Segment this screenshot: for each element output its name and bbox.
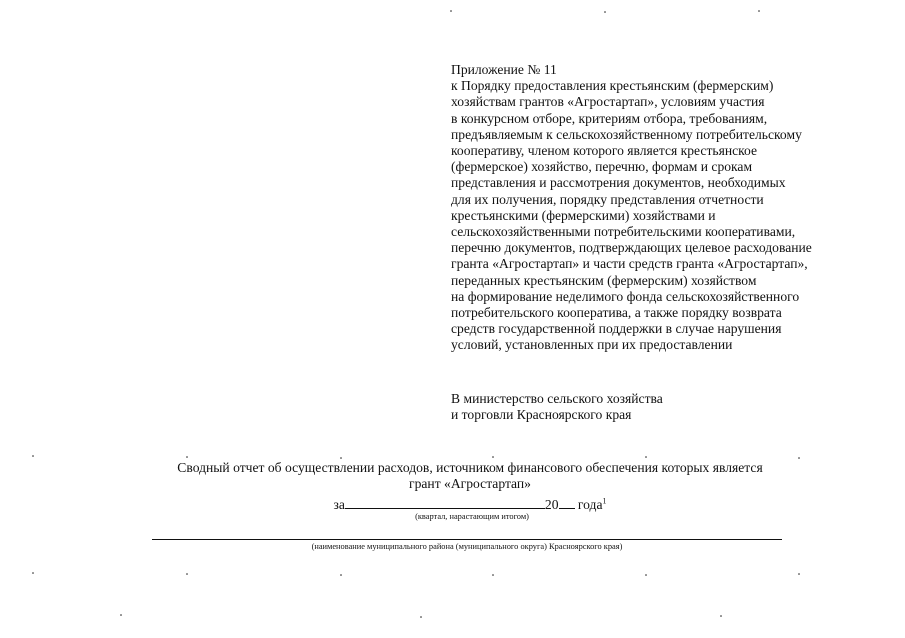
scan-dot — [32, 455, 34, 457]
report-title-line: Сводный отчет об осуществлении расходов, источником финансового обеспечения которых является — [177, 460, 763, 475]
scan-dot — [604, 11, 606, 13]
scan-dot — [120, 614, 122, 616]
quarter-blank-field[interactable] — [345, 496, 545, 509]
report-title — [100, 460, 840, 492]
appendix-line: для их получения, порядку представления отчетности — [451, 191, 764, 207]
appendix-line: представления и рассмотрения документов, необходимых — [451, 175, 786, 191]
scan-dot — [720, 615, 722, 617]
appendix-line: условий, установленных при их предоставлении — [451, 337, 733, 353]
scan-dot — [492, 574, 494, 576]
scan-dot — [420, 616, 422, 618]
scan-dot — [340, 457, 342, 459]
appendix-line: к Порядку предоставления крестьянским (фермерским) — [451, 78, 774, 94]
scan-dot — [340, 574, 342, 576]
appendix-line: хозяйствам грантов «Агростартап», условиям участия — [451, 94, 765, 110]
footnote-marker: 1 — [602, 496, 607, 506]
scan-dot — [186, 456, 188, 458]
appendix-line: (фермерское) хозяйство, перечню, формам и срокам — [451, 159, 753, 175]
appendix-line: в конкурсном отборе, критериям отбора, требованиям, — [451, 110, 768, 126]
appendix-line: предъявляемым к сельскохозяйственному потребительскому — [451, 126, 802, 142]
appendix-line: средств государственной поддержки в случае нарушения — [451, 321, 782, 337]
year-blank-field[interactable] — [559, 496, 575, 509]
appendix-line: потребительского кооператива, а также порядку возврата — [451, 305, 782, 321]
year-prefix: 20 — [544, 497, 559, 512]
addressee-block — [451, 391, 871, 423]
appendix-header — [451, 62, 891, 354]
scan-dot — [450, 10, 452, 12]
appendix-line: крестьянскими (фермерскими) хозяйствами и — [451, 207, 716, 223]
scan-dot — [798, 457, 800, 459]
appendix-line: сельскохозяйственными потребительскими кооперативами, — [451, 224, 796, 240]
scan-dot — [492, 456, 494, 458]
district-blank-field[interactable] — [152, 539, 782, 540]
period-prefix: за — [333, 497, 345, 512]
scan-dot — [32, 572, 34, 574]
appendix-line: кооперативу, членом которого является крестьянское — [451, 143, 758, 159]
report-title-line: грант «Агростартап» — [409, 476, 531, 492]
appendix-line: перечню документов, подтверждающих целевое расходование — [451, 240, 812, 256]
scan-dot — [798, 573, 800, 575]
scan-dot — [645, 456, 647, 458]
appendix-line: переданных крестьянским (фермерским) хозяйством — [451, 272, 757, 288]
addressee-line: и торговли Красноярского края — [451, 407, 632, 423]
scan-dot — [186, 573, 188, 575]
scan-dot — [645, 574, 647, 576]
quarter-caption: (квартал, нарастающим итогом) — [415, 512, 529, 521]
district-caption: (наименование муниципального района (муниципального округа) Красноярского края) — [311, 542, 623, 551]
period-suffix: года — [577, 497, 603, 512]
addressee-line: В министерство сельского хозяйства — [451, 391, 663, 406]
period-row — [100, 496, 840, 513]
appendix-line: гранта «Агростартап» и части средств гранта «Агростартап», — [451, 256, 808, 272]
scan-dot — [758, 10, 760, 12]
appendix-line: на формирование неделимого фонда сельскохозяйственного — [451, 288, 800, 304]
appendix-line: Приложение № 11 — [451, 62, 557, 77]
